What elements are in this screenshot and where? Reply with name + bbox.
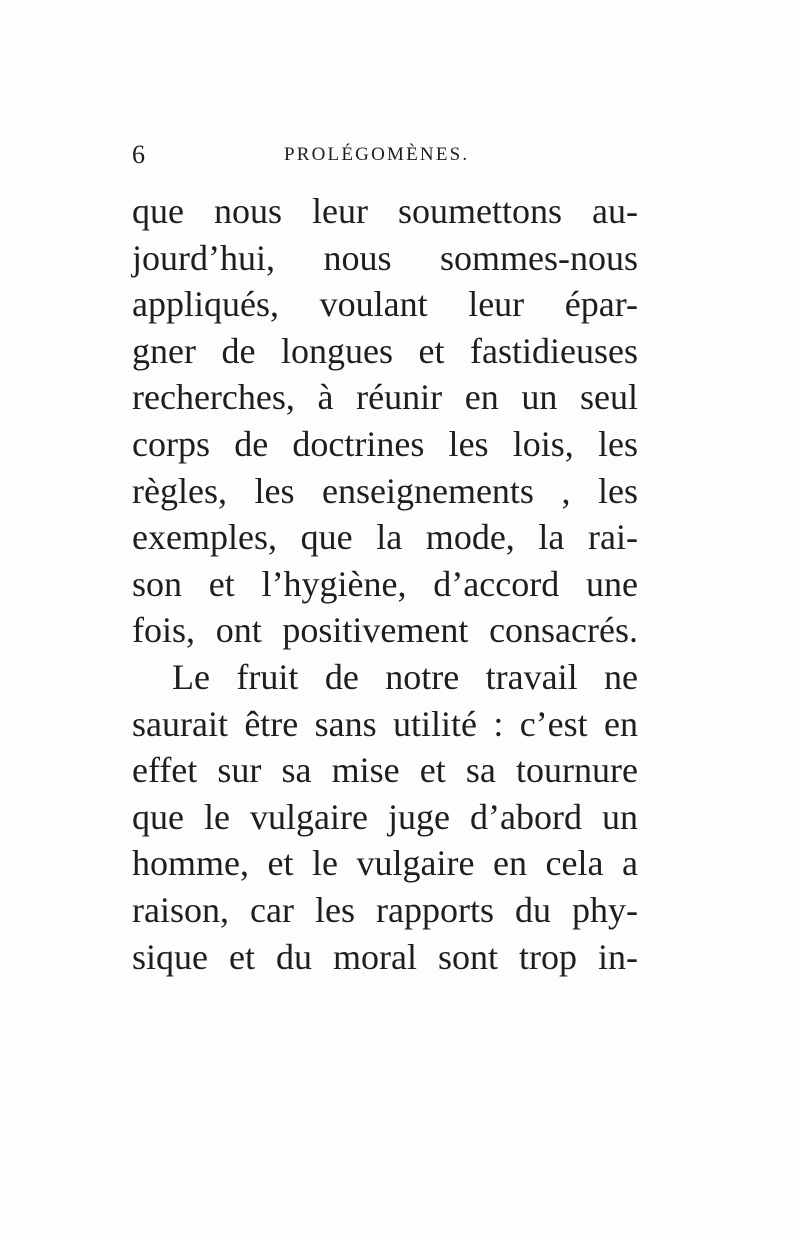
text-line: recherches, à réunir en un seul	[132, 377, 638, 418]
running-title: PROLÉGOMÈNES.	[284, 144, 470, 165]
text-line: exemples, que la mode, la rai-	[132, 517, 638, 558]
paragraph-first-line: Le fruit de notre travail ne	[172, 656, 638, 697]
text-line: effet sur sa mise et sa tournure	[132, 750, 638, 791]
text-line: appliqués, voulant leur épar-	[132, 284, 638, 325]
text-line: raison, car les rapports du phy-	[132, 889, 638, 930]
text-line: son et l’hygiène, d’accord une	[132, 563, 638, 604]
text-line: gner de longues et fastidieuses	[132, 330, 638, 371]
text-line: saurait être sans utilité : c’est en	[132, 703, 638, 744]
text-line: corps de doctrines les lois, les	[132, 423, 638, 464]
text-line: jourd’hui, nous sommes-nous	[132, 237, 638, 278]
running-head	[132, 140, 638, 170]
text-line: règles, les enseignements , les	[132, 470, 638, 511]
text-line: que nous leur soumettons au-	[132, 191, 638, 231]
body-text	[132, 188, 638, 980]
text-line: sique et du moral sont trop in-	[132, 936, 638, 977]
page-number: 6	[132, 140, 145, 169]
text-line: fois, ont positivement consacrés.	[132, 610, 638, 651]
text-line: que le vulgaire juge d’abord un	[132, 796, 638, 837]
text-line: homme, et le vulgaire en cela a	[132, 843, 638, 884]
